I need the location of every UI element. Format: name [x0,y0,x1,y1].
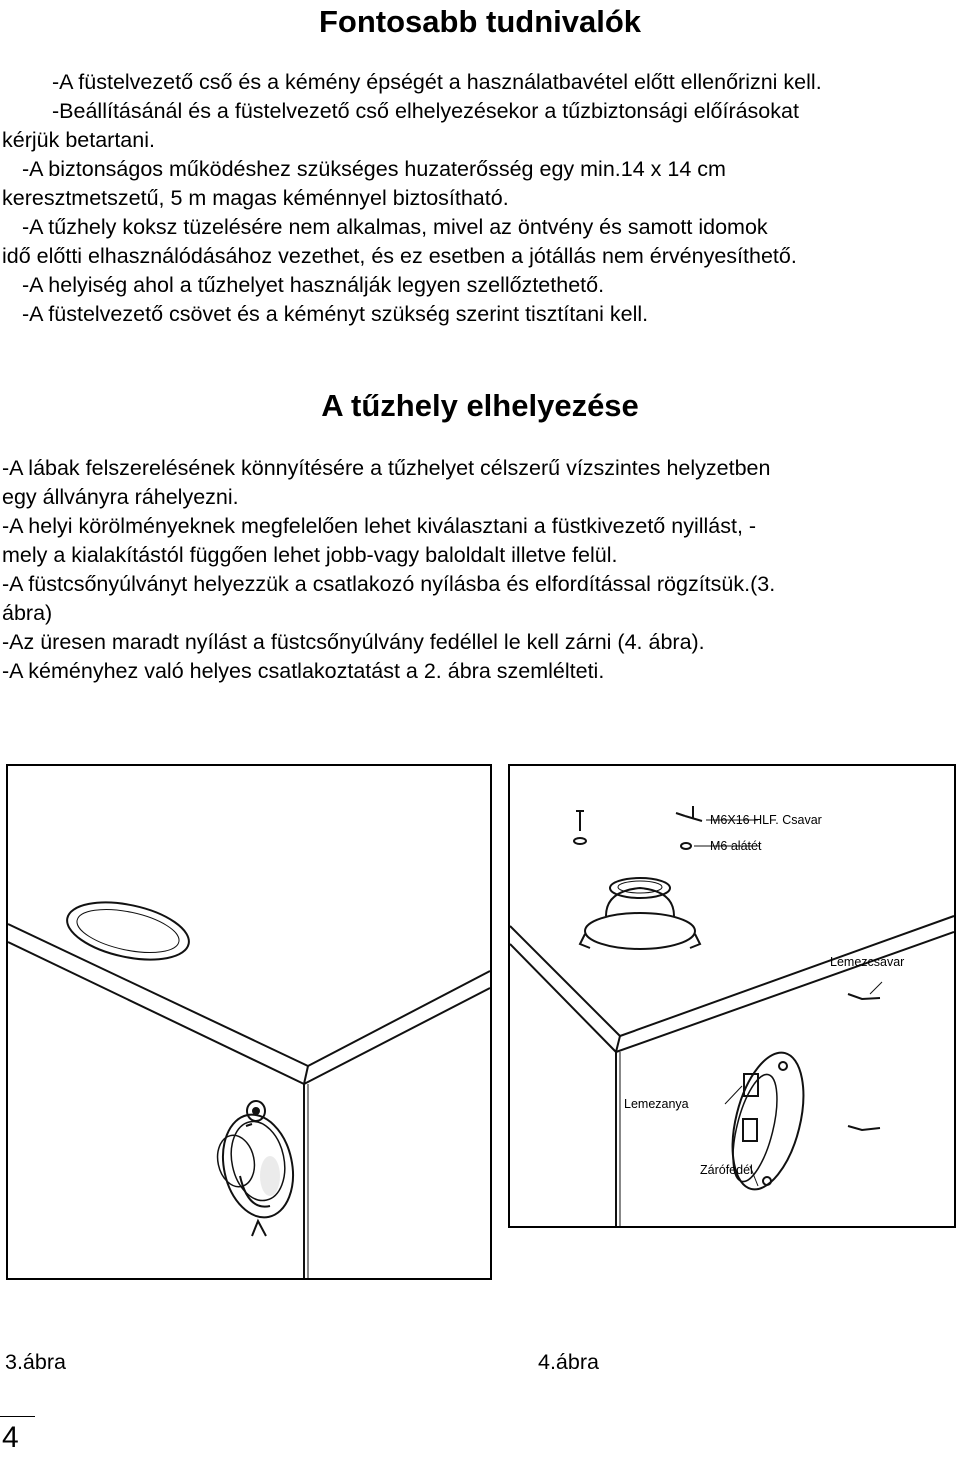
text-line: -A füstcsőnyúlványt helyezzük a csatlakozó nyílásba és elfordítással rögzítsük.(3. [2,572,776,596]
text-line: -A biztonságos működéshez szükséges huzaterősség egy min.14 x 14 cm [22,157,726,181]
stove-top-cover-drawing [510,766,954,1226]
caption-figure-4: 4.ábra [538,1350,599,1374]
text-line: -A füstelvezető cső és a kémény épségét a használatbavétel előtt ellenőrizni kell. [52,70,822,94]
text-line: -Az üresen maradt nyílást a füstcsőnyúlvány fedéllel le kell zárni (4. ábra). [2,630,705,654]
figure-4-closing-cover-illustration [508,764,956,1228]
section-title-important: Fontosabb tudnivalók [318,4,642,39]
label-screw: M6X16 HLF. Csavar [710,813,822,827]
text-line: egy állványra ráhelyezni. [2,485,239,509]
paragraph-important-notes [2,68,947,329]
label-cover: Zárófedél [700,1163,753,1177]
text-line: idő előtti elhasználódásához vezethet, és ez esetben a jótállás nem érvényesíthető. [2,244,797,268]
figure-3-flue-collar-illustration [6,764,492,1280]
page-number: 4 [2,1421,19,1454]
label-washer: M6 alátét [710,839,762,853]
text-line: -Beállításánál és a füstelvezető cső elhelyezésekor a tűzbiztonsági előírásokat [52,99,799,123]
text-line: kérjük betartani. [2,128,155,152]
section-title-placement: A tűzhely elhelyezése [321,388,639,423]
text-line: keresztmetszetű, 5 m magas kéménnyel biztosítható. [2,186,509,210]
text-line: -A helyiség ahol a tűzhelyet használják legyen szellőztethető. [22,273,605,297]
footer-divider [0,1416,35,1417]
paragraph-placement [2,454,775,686]
caption-figure-3: 3.ábra [5,1350,66,1374]
stove-corner-drawing [8,766,490,1278]
text-line: -A tűzhely koksz tüzelésére nem alkalmas, mivel az öntvény és samott idomok [22,215,768,239]
text-line: -A lábak felszerelésének könnyítésére a tűzhelyet célszerű vízszintes helyzetben [2,456,771,480]
label-sheet-screw: Lemezcsavar [830,955,905,969]
text-line: -A kéményhez való helyes csatlakoztatást a 2. ábra szemlélteti. [2,659,605,683]
text-line: mely a kialakítástól függően lehet jobb-vagy baloldalt illetve felül. [2,543,618,567]
text-line: -A füstelvezető csövet és a kéményt szükség szerint tisztítani kell. [22,302,649,326]
text-line: ábra) [2,601,53,625]
text-line: -A helyi körölményeknek megfelelően lehet kiválasztani a füstkivezető nyillást, - [2,514,757,538]
label-sheet-nut: Lemezanya [624,1097,689,1111]
